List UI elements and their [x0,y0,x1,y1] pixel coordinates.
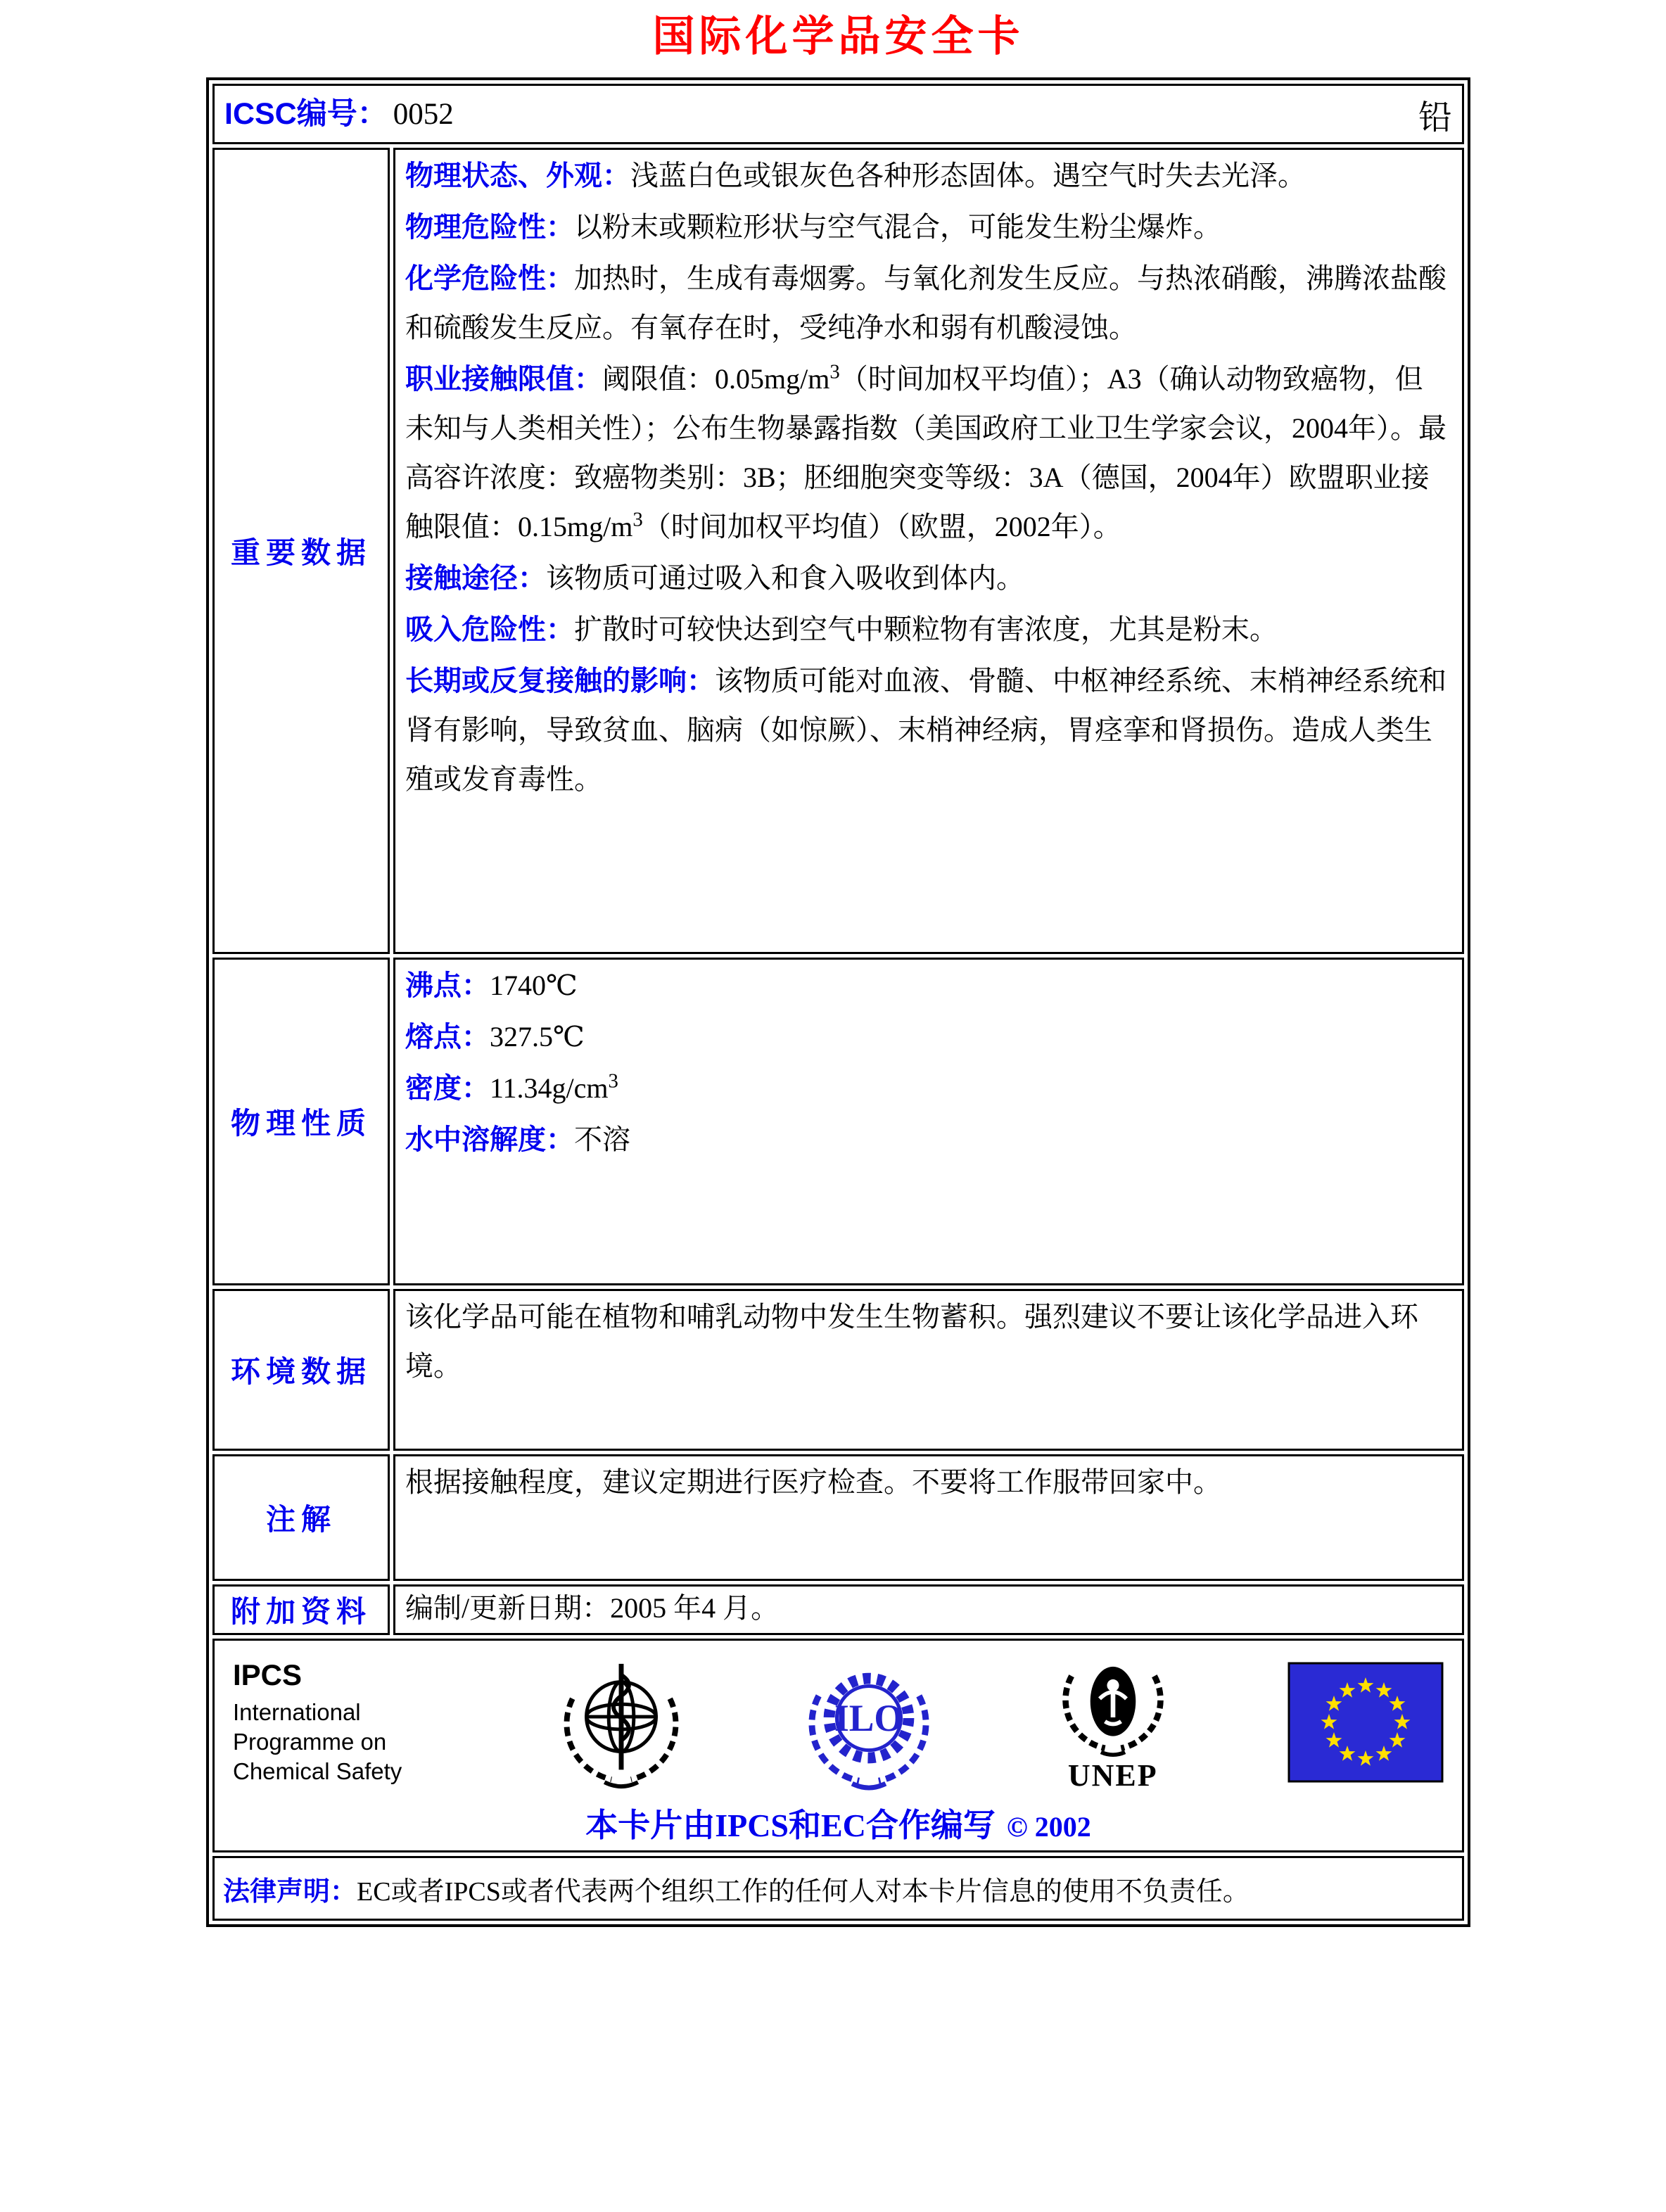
section-content-environmental-data [393,1289,1464,1451]
section-row-additional-information [212,1584,1464,1635]
unep-logo-icon [1046,1652,1180,1757]
ilo-monogram: ILO [834,1696,903,1739]
paragraph: 根据接触程度，建议定期进行医疗检查。不要将工作服带回家中。 [405,1466,1221,1498]
icsc-number-value: 0052 [393,97,454,131]
ipcs-subtitle: International Programme on Chemical Safety [233,1699,402,1784]
section-label-notes: 注解 [212,1454,390,1581]
paragraph: 物理状态、外观：浅蓝白色或银灰色各种形态固体。遇空气时失去光泽。 [405,160,1306,191]
paragraph: 物理危险性：以粉末或颗粒形状与空气混合，可能发生粉尘爆炸。 [405,211,1221,243]
header-cell [212,84,1464,144]
paragraph: 水中溶解度：不溶 [405,1124,630,1155]
caption-text: 本卡片由IPCS和EC合作编写 [585,1807,996,1843]
eu-flag-icon [1287,1662,1444,1783]
paragraph: 熔点：327.5℃ [405,1021,585,1053]
ilo-logo-icon [799,1653,939,1792]
header-row [212,84,1464,144]
paragraph: 编制/更新日期：2005 年4 月。 [405,1592,780,1624]
legal-text [212,1856,1464,1921]
section-label-additional-information: 附加资料 [212,1584,390,1635]
section-label-physical-properties: 物理性质 [212,958,390,1285]
icsc-number-label: ICSC编号： [224,96,388,131]
section-content-physical-properties [393,958,1464,1285]
paragraph: 吸入危险性：扩散时可较快达到空气中颗粒物有害浓度，尤其是粉末。 [405,614,1278,645]
caption-copyright: © 2002 [1006,1811,1091,1843]
paragraph: 接触途径：该物质可通过吸入和食入吸收到体内。 [405,562,1024,594]
logos-row [212,1639,1464,1852]
section-row-physical-properties [212,958,1464,1285]
unep-label: UNEP [1067,1757,1158,1793]
paragraph: 职业接触限值：阈限值：$0.05mg/m^3$（时间加权平均值）；A3（确认动物致癌物，但未知与人类相关性）；公布生物暴露指数（美国政府工业卫生学家会议，2004年）。最高容许浓度：致癌物类别：3B；胚细胞突变等级：3A（德国，2004年）欧盟职业接触限值：$0.15mg/m^3$（时间加权平均值）（欧盟，2002年）。 [405,360,1446,542]
logos-cell [212,1639,1464,1852]
section-content-notes [393,1454,1464,1581]
unep-logo-block [1046,1652,1180,1793]
paragraph: 密度：$11.34g/cm^3$ [405,1069,618,1104]
ipcs-title: IPCS [233,1658,303,1691]
logos-strip [233,1649,1444,1795]
paragraph: 长期或反复接触的影响：该物质可能对血液、骨髓、中枢神经系统、末梢神经系统和肾有影响，导致贫血、脑病（如惊厥）、末梢神经病，胃痉挛和肾损伤。造成人类生殖或发育毒性。 [405,665,1446,795]
section-label-environmental-data: 环境数据 [212,1289,390,1451]
section-row-environmental-data [212,1289,1464,1451]
paragraph: 该化学品可能在植物和哺乳动物中发生生物蓄积。强烈建议不要让该化学品进入环境。 [405,1301,1418,1382]
who-logo-icon [552,1653,691,1792]
paragraph: 法律声明：EC或者IPCS或者代表两个组织工作的任何人对本卡片信息的使用不负责任。 [223,1876,1250,1907]
section-row-important-data [212,148,1464,954]
section-row-notes [212,1454,1464,1581]
paragraph: 沸点：1740℃ [405,970,578,1001]
ipcs-text-block [233,1658,444,1786]
icsc-card-table [206,77,1470,1927]
chemical-name: 铅 [1418,98,1452,136]
section-content-additional-information [393,1584,1464,1635]
paragraph: 化学危险性：加热时，生成有毒烟雾。与氧化剂发生反应。与热浓硝酸，沸腾浓盐酸和硫酸发生反应。有氧存在时，受纯净水和弱有机酸浸蚀。 [405,262,1446,343]
legal-row [212,1856,1464,1921]
section-label-important-data: 重要数据 [212,148,390,954]
caption-line [233,1800,1444,1846]
section-content-important-data [393,148,1464,954]
page-title: 国际化学品安全卡 [652,13,1024,60]
